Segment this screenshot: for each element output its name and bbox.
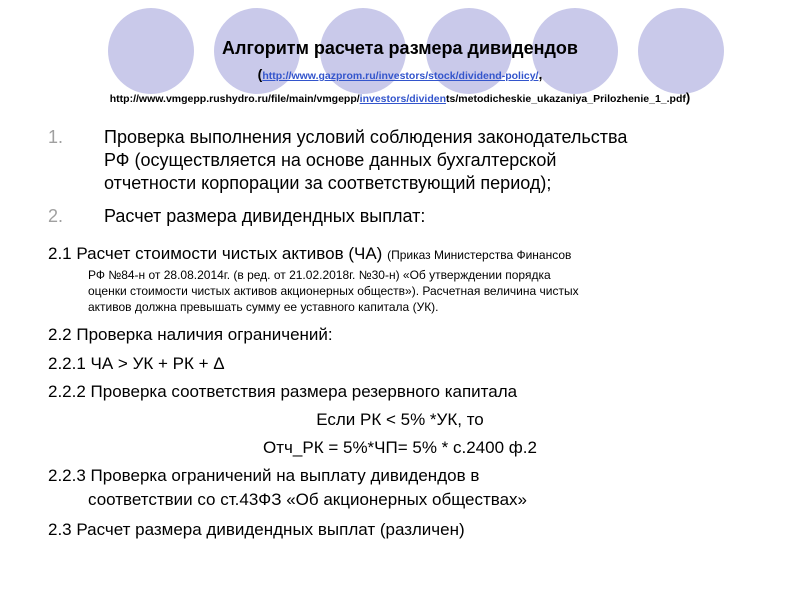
- section-2-2-3-cont: соответствии со ст.43ФЗ «Об акционерных обществах»: [88, 490, 528, 509]
- section-2-2: 2.2 Проверка наличия ограничений:: [48, 325, 333, 344]
- section-2-1: 2.1 Расчет стоимости чистых активов (ЧА) (Приказ Министерства Финансов: [48, 244, 572, 263]
- list-line: Расчет размера дивидендных выплат:: [104, 206, 426, 226]
- list-line: Проверка выполнения условий соблюдения законодательства: [104, 127, 628, 147]
- section-2-2-1: 2.2.1 ЧА > УК + РК + Δ: [48, 354, 225, 373]
- source-link-gazprom[interactable]: http://www.gazprom.ru/investors/stock/dividend-policy/: [262, 70, 539, 82]
- list-number: 1.: [48, 127, 64, 147]
- section-2-1-note: активов должна превышать сумму ее уставного капитала (УК).: [88, 300, 439, 314]
- section-2-3: 2.3 Расчет размера дивидендных выплат (различен): [48, 520, 465, 539]
- section-2-1-note: оценки стоимости чистых активов акционерных обществ»). Расчетная величина чистых: [88, 284, 579, 298]
- list-line: отчетности корпорации за соответствующий период);: [104, 173, 552, 193]
- section-2-1-note: РФ №84-н от 28.08.2014г. (в ред. от 21.02.2018г. №30-н) «Об утверждении порядка: [88, 268, 551, 282]
- formula-condition: Если РК < 5% *УК, то: [316, 410, 484, 429]
- section-2-2-3: 2.2.3 Проверка ограничений на выплату дивидендов в: [48, 466, 480, 485]
- page-title: Алгоритм расчета размера дивидендов: [222, 38, 578, 58]
- source-line-2: http://www.vmgepp.rushydro.ru/file/main/vmgepp/investors/dividents/metodicheskie_ukazaniya_Prilozhenie_1_.pdf): [109, 90, 691, 105]
- source-line-1: (http://www.gazprom.ru/investors/stock/dividend-policy/,: [257, 66, 543, 82]
- list-line: РФ (осуществляется на основе данных бухгалтерской: [104, 150, 557, 170]
- section-2-2-2: 2.2.2 Проверка соответствия размера резервного капитала: [48, 382, 518, 401]
- list-number: 2.: [48, 206, 64, 226]
- formula-result: Отч_РК = 5%*ЧП= 5% * с.2400 ф.2: [263, 438, 537, 457]
- source-link-rushydro[interactable]: investors/dividen: [359, 93, 447, 105]
